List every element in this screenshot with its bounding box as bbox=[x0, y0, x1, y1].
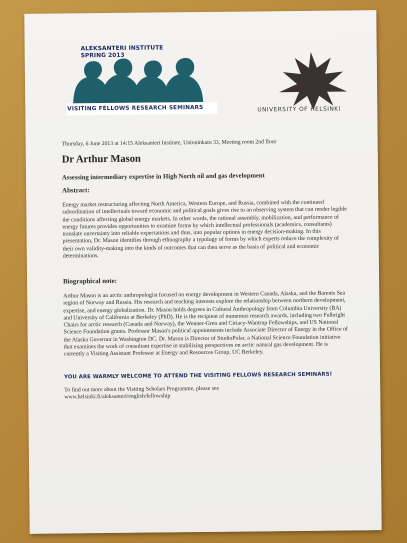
silhouettes-graphic bbox=[71, 56, 211, 105]
flyer-content bbox=[62, 138, 350, 401]
seminars-band: VISITING FELLOWS RESEARCH SEMINARS bbox=[67, 102, 217, 116]
institute-name: ALEKSANTERI INSTITUTE bbox=[80, 45, 164, 53]
silhouette-figure bbox=[163, 58, 203, 105]
more-info bbox=[64, 385, 349, 402]
bio-heading: Biographical note: bbox=[63, 277, 117, 286]
talk-title: Assessing intermediary expertise in High North oil and gas development bbox=[61, 172, 265, 182]
flyer-header bbox=[61, 38, 362, 141]
more-info-text: To find out more about the Visiting Scholars Programme, please see bbox=[64, 386, 220, 394]
aleksanteri-logo bbox=[61, 40, 212, 142]
abstract-heading: Abstract: bbox=[62, 187, 90, 195]
flyer-paper bbox=[24, 10, 381, 534]
university-name: UNIVERSITY OF HELSINKI bbox=[257, 106, 341, 114]
speaker-name: Dr Arthur Mason bbox=[61, 153, 141, 166]
abstract-text: Energy market restructuring affecting North America, Western Europe, and Russia, combined with the continued subordination of intellectuals toward economic and political goals gives rise to an observing system that can render legible the conditions affecting global energy markets. In other words, the rational assembly, mobilization, and performance of energy futures provides opportunities to examine forms by which intellectual professionals (academics, consultants) translate uncertainty into reliable expectations and thus, into popular options in energy decision-making. In this presentation, Dr. Mason identifies through ethnography a typology of forms by which experts reduce the complexity of their own validity-making into the kinds of outcomes that can then serve as the basis of political and economic determinations. bbox=[62, 199, 347, 260]
event-date-line: Thursday, 6 June 2013 at 14:15 Aleksanteri Institute, Unioninkatu 33, Meeting room 2nd floor bbox=[61, 139, 277, 148]
fellowship-link: www.helsinki.fi/aleksanteri/english/fellowship bbox=[64, 393, 171, 401]
welcome-note: YOU ARE WARMLY WELCOME TO ATTEND THE VISITING FELLOWS RESEARCH SEMINARS! bbox=[64, 371, 333, 381]
institute-season: SPRING 2013 bbox=[80, 52, 125, 60]
bio-text: Arthur Mason is an arctic anthropologist focused on energy development in Western Canada, Alaska, and the Barents Sea region of Norway and Russia. His research and teaching interests explore the relationship between northern development, expertise, and energy globalization. Dr. Mason holds degrees in Cultural Anthropology from Columbia University (BA) and University of California at Berkeley (PhD). He is the recipient of numerous research awards, including two Fulbright Chairs for arctic research (Canada and Norway), the Wenner-Gren and Ciriacy-Wantrup Fellowships, and US National Science Foundation grants. Professor Mason's political appointments include Associate Director of Energy in the Office of the Alaska Governor in Washington DC. Dr. Mason is Director of StudioPolar, a National Science Foundation initiative that examines the work of consultant expertise in stabilizing perspectives on arctic natural gas development. He is currently a Visiting Assistant Professor at Energy and Resources Group, UC Berkeley. bbox=[63, 290, 348, 358]
